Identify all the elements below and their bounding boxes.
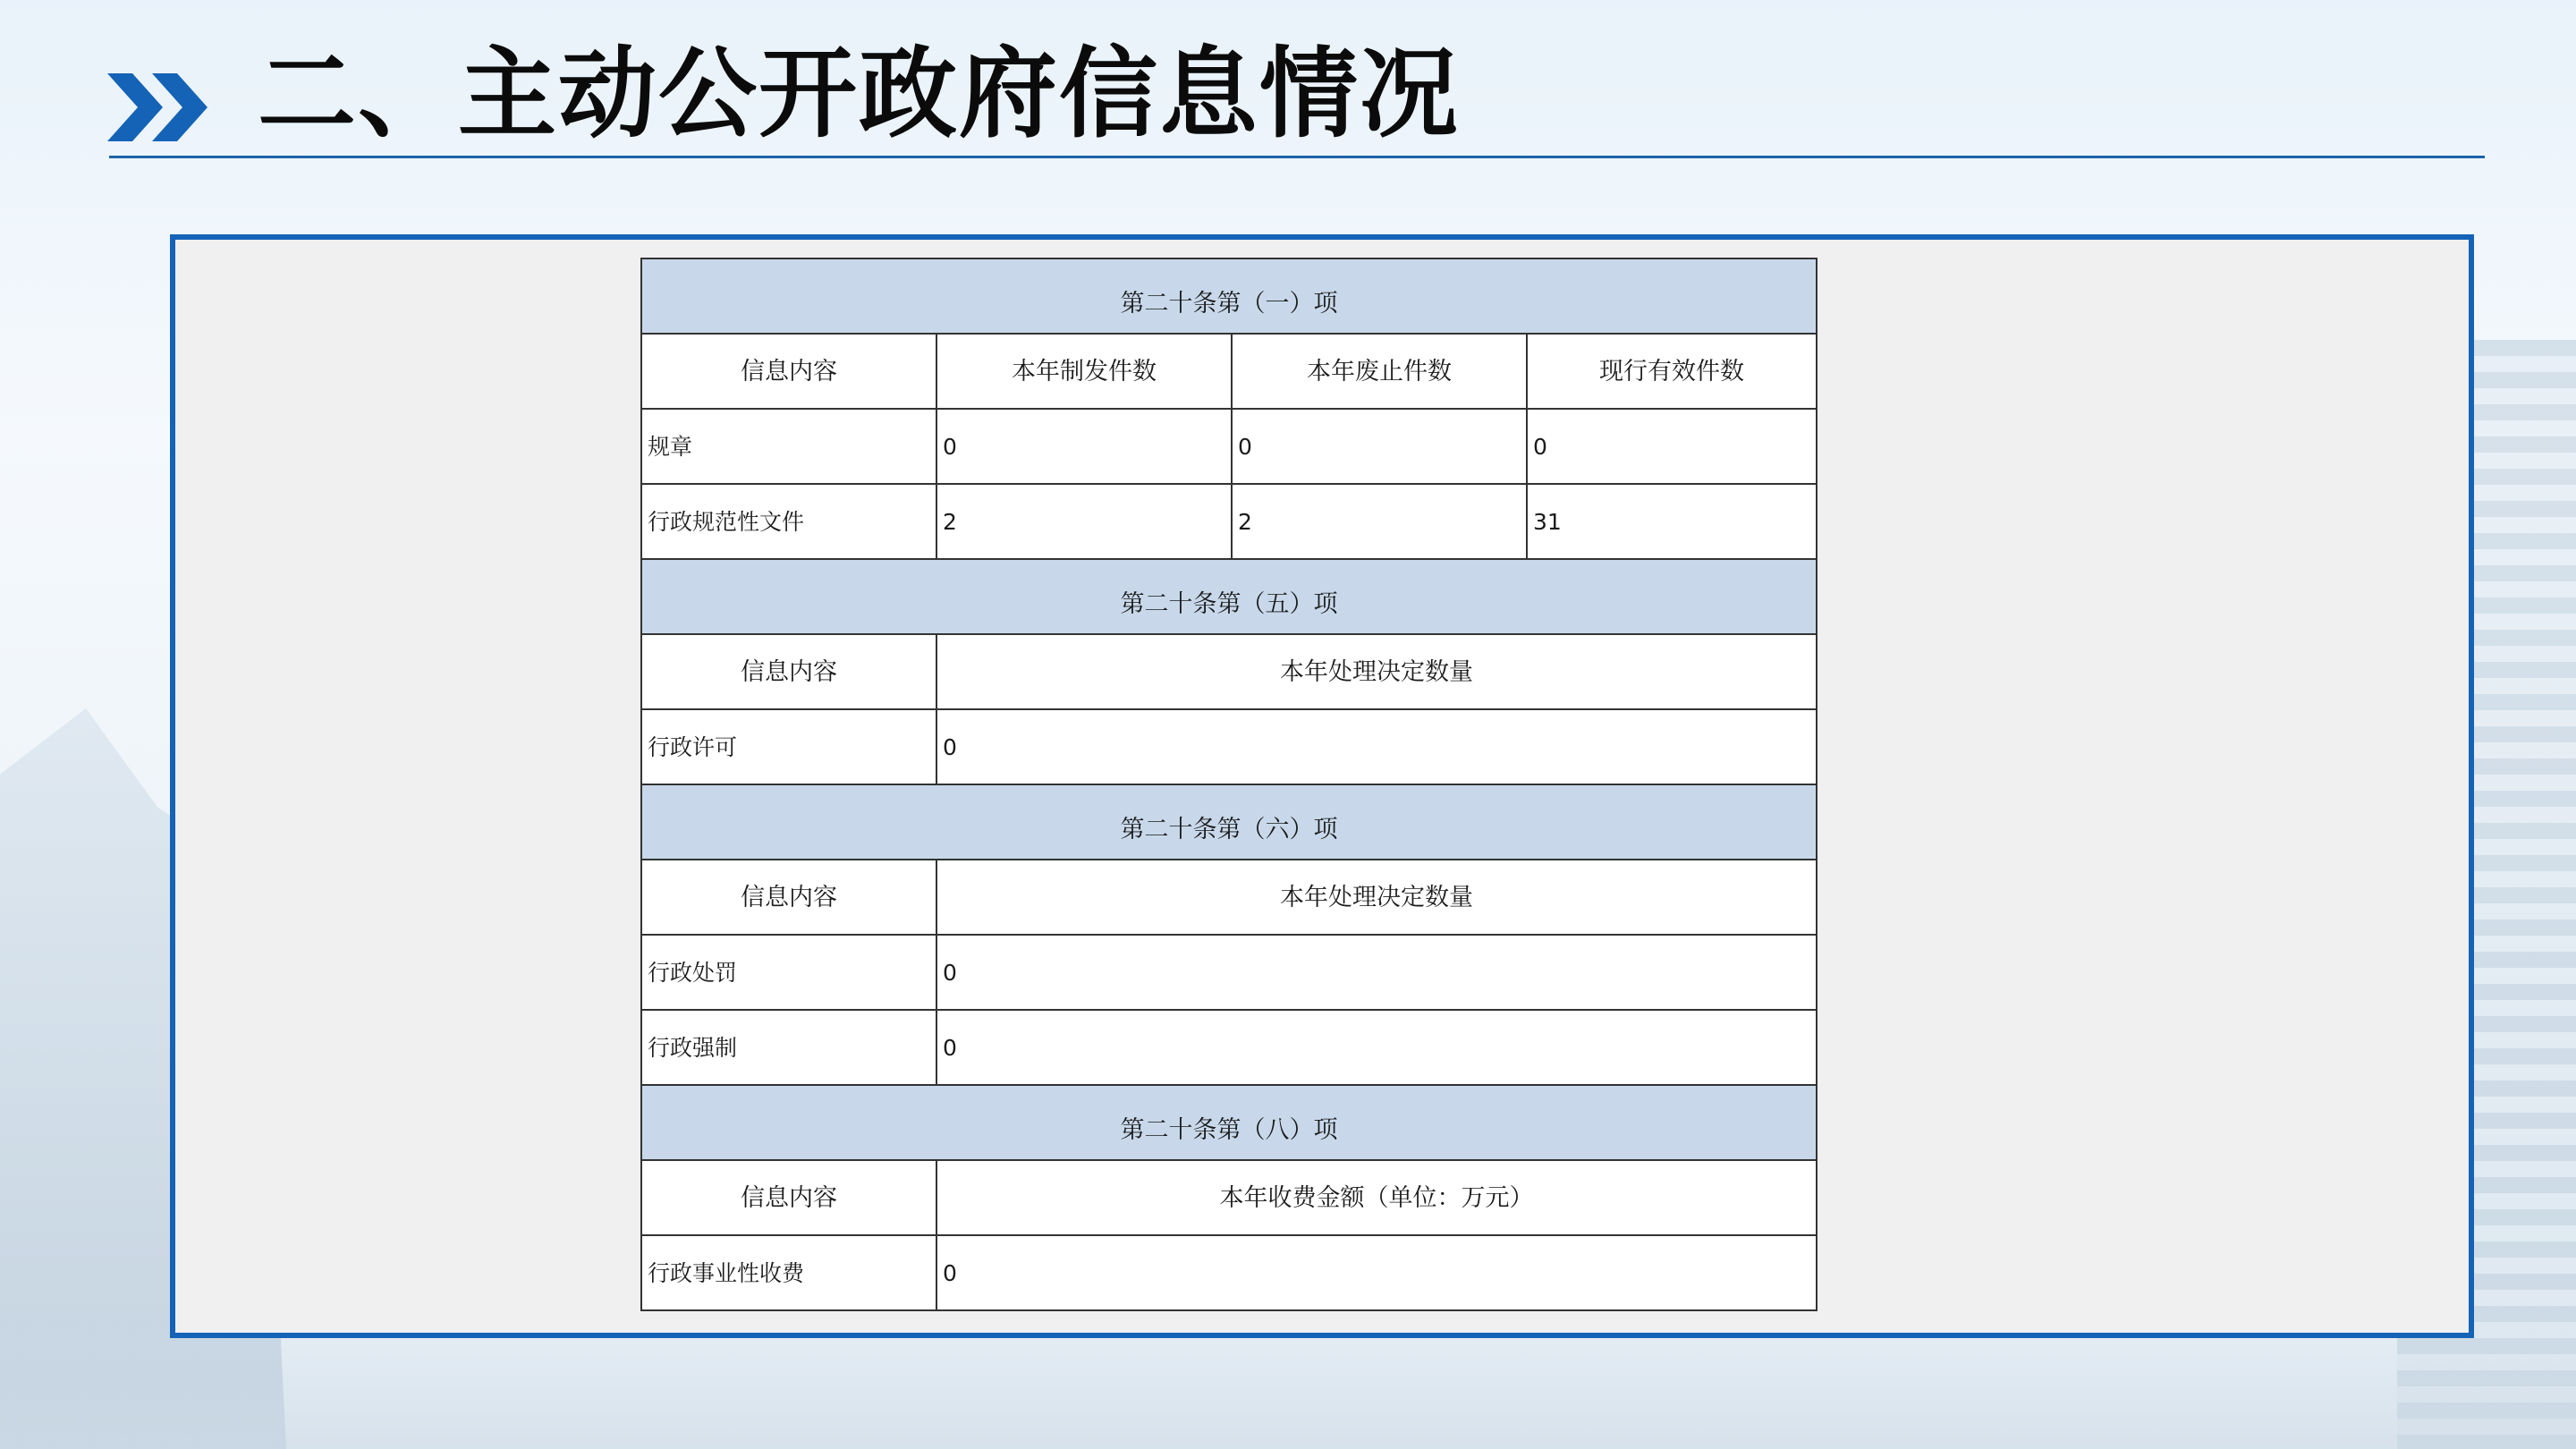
table-cell: 0 bbox=[1527, 409, 1817, 484]
table-cell: 0 bbox=[936, 1010, 1817, 1085]
table-cell: 0 bbox=[936, 935, 1817, 1010]
section-header-row bbox=[641, 784, 1817, 860]
table-frame bbox=[170, 234, 2474, 1338]
column-header: 信息内容 bbox=[641, 334, 936, 409]
column-header: 本年处理决定数量 bbox=[936, 860, 1817, 935]
section-header-row bbox=[641, 1085, 1817, 1160]
table-cell: 31 bbox=[1527, 484, 1817, 559]
table-cell: 2 bbox=[936, 484, 1232, 559]
row-label: 行政强制 bbox=[641, 1010, 936, 1085]
title-divider bbox=[109, 156, 2485, 158]
table-cell: 0 bbox=[936, 409, 1232, 484]
row-label: 行政许可 bbox=[641, 709, 936, 784]
column-header: 本年制发件数 bbox=[936, 334, 1232, 409]
table-cell: 0 bbox=[936, 1235, 1817, 1310]
table-cell: 2 bbox=[1232, 484, 1527, 559]
section-header-row bbox=[641, 258, 1817, 334]
table-row bbox=[641, 409, 1817, 484]
column-header: 信息内容 bbox=[641, 634, 936, 709]
column-header-row bbox=[641, 860, 1817, 935]
table-row bbox=[641, 1235, 1817, 1310]
row-label: 行政处罚 bbox=[641, 935, 936, 1010]
section-title: 第二十条第（一）项 bbox=[1120, 289, 1338, 318]
double-chevron-right-icon bbox=[107, 73, 215, 141]
column-header-row bbox=[641, 634, 1817, 709]
column-header: 现行有效件数 bbox=[1527, 334, 1817, 409]
disclosure-table bbox=[640, 258, 1818, 1311]
column-header: 本年处理决定数量 bbox=[936, 634, 1817, 709]
table-row bbox=[641, 1010, 1817, 1085]
column-header: 信息内容 bbox=[641, 860, 936, 935]
column-header-row bbox=[641, 1160, 1817, 1235]
table-row bbox=[641, 709, 1817, 784]
section-title: 第二十条第（五）项 bbox=[1120, 589, 1338, 618]
column-header-row bbox=[641, 334, 1817, 409]
row-label: 规章 bbox=[641, 409, 936, 484]
table-cell: 0 bbox=[936, 709, 1817, 784]
table-row bbox=[641, 484, 1817, 559]
column-header: 本年废止件数 bbox=[1232, 334, 1527, 409]
section-header-row bbox=[641, 559, 1817, 634]
page-title: 二、主动公开政府信息情况 bbox=[258, 37, 1460, 151]
column-header: 本年收费金额（单位：万元） bbox=[936, 1160, 1817, 1235]
row-label: 行政规范性文件 bbox=[641, 484, 936, 559]
row-label: 行政事业性收费 bbox=[641, 1235, 936, 1310]
section-title: 第二十条第（八）项 bbox=[1120, 1115, 1338, 1144]
table-cell: 0 bbox=[1232, 409, 1527, 484]
column-header: 信息内容 bbox=[641, 1160, 936, 1235]
table-row bbox=[641, 935, 1817, 1010]
section-title: 第二十条第（六）项 bbox=[1120, 815, 1338, 843]
